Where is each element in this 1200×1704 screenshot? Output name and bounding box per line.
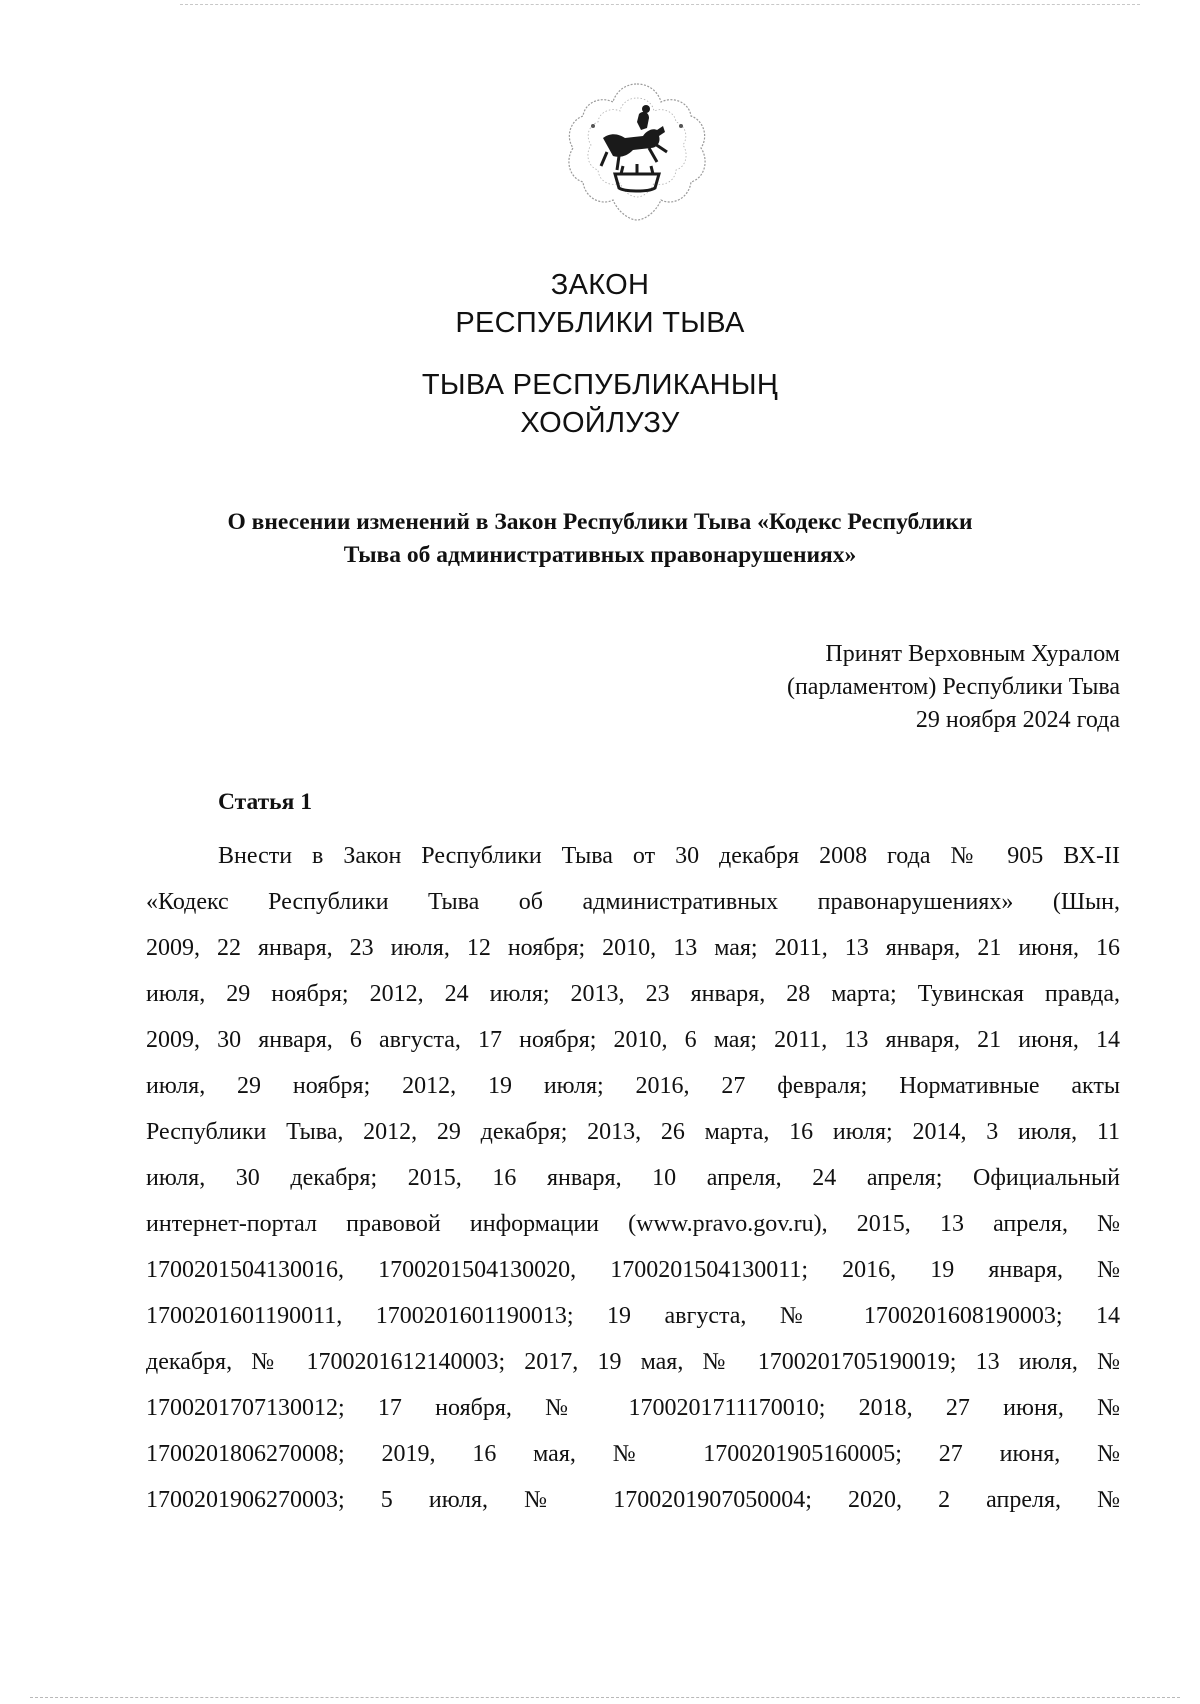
article-line: «Кодекс Республики Тыва об административных правонарушениях» (Шын,: [146, 889, 1120, 915]
coat-of-arms-icon: [563, 78, 711, 228]
article-line: Республики Тыва, 2012, 29 декабря; 2013, 26 марта, 16 июля; 2014, 3 июля, 11: [146, 1119, 1120, 1145]
article-line: 2009, 22 января, 23 июля, 12 ноября; 2010, 13 мая; 2011, 13 января, 21 июня, 16: [146, 935, 1120, 961]
article-line: декабря, № 1700201612140003; 2017, 19 мая, № 1700201705190019; 13 июля, №: [146, 1349, 1120, 1375]
law-title-tyv: [0, 366, 1200, 442]
article-line: июля, 29 ноября; 2012, 19 июля; 2016, 27 февраля; Нормативные акты: [146, 1073, 1120, 1099]
article-line: интернет-портал правовой информации (www.pravo.gov.ru), 2015, 13 апреля, №: [146, 1211, 1120, 1237]
law-subject-line-1: О внесении изменений в Закон Республики Тыва «Кодекс Республики: [227, 509, 973, 535]
scan-artifact-top: [180, 4, 1140, 5]
scan-artifact-bottom: [30, 1697, 1180, 1698]
article-line: июля, 30 декабря; 2015, 16 января, 10 апреля, 24 апреля; Официальный: [146, 1165, 1120, 1191]
article-line: 2009, 30 января, 6 августа, 17 ноября; 2010, 6 мая; 2011, 13 января, 21 июня, 14: [146, 1027, 1120, 1053]
law-title-tyv-line-2: ХООЙЛУЗУ: [520, 407, 680, 439]
article-heading: Статья 1: [218, 789, 312, 815]
law-title-ru-line-2: РЕСПУБЛИКИ ТЫВА: [455, 307, 745, 339]
article-line: июля, 29 ноября; 2012, 24 июля; 2013, 23 января, 28 марта; Тувинская правда,: [146, 981, 1120, 1007]
adoption-date: 29 ноября 2024 года: [915, 707, 1120, 733]
adoption-note-line-1: Принят Верховным Хуралом: [825, 641, 1120, 667]
law-title-ru-line-1: ЗАКОН: [550, 269, 650, 301]
law-subject: [0, 506, 1200, 572]
article-line: 1700201707130012; 17 ноября, № 1700201711170010; 2018, 27 июня, №: [146, 1395, 1120, 1421]
adoption-note-line-2: (парламентом) Республики Тыва: [786, 674, 1120, 700]
law-title-ru: [0, 266, 1200, 342]
article-line: 1700201601190011, 1700201601190013; 19 августа, № 1700201608190003; 14: [146, 1303, 1120, 1329]
article-body: [146, 833, 1120, 1523]
article-line: Внести в Закон Республики Тыва от 30 декабря 2008 года № 905 ВХ-II: [218, 843, 1120, 869]
law-subject-line-2: Тыва об административных правонарушениях»: [343, 542, 857, 568]
adoption-note: [787, 638, 1120, 737]
emblem-drawing: [563, 78, 711, 228]
article-line: 1700201806270008; 2019, 16 мая, № 1700201905160005; 27 июня, №: [146, 1441, 1120, 1467]
article-line: 1700201504130016, 1700201504130020, 1700201504130011; 2016, 19 января, №: [146, 1257, 1120, 1283]
article-line: 1700201906270003; 5 июля, № 1700201907050004; 2020, 2 апреля, №: [146, 1487, 1120, 1513]
law-title-tyv-line-1: ТЫВА РЕСПУБЛИКАНЫҢ: [421, 369, 779, 401]
